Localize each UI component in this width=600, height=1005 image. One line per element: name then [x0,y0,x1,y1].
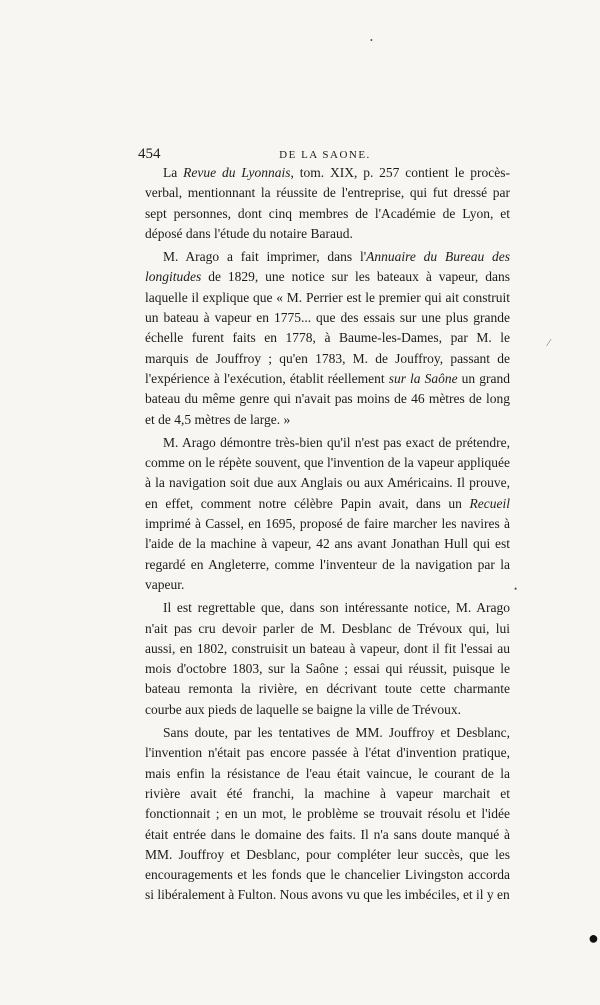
text-run: Il est regrettable que, dans son intéressante notice, M. Arago n'ait pas cru devoir parler de M. Desblanc de Trévoux qui, lui aussi, en 1802, construisit un bateau à vapeur, dont il fit l'essai au mois d'octobre 1803, sur la Saône ; essai qui réussit, puisque le bateau remonta la rivière, en décrivant toute cette charmante courbe aux pieds de laquelle se baigne la ville de Trévoux. [145,600,510,717]
text-run: un grand bateau du même genre qui n'avait pas moins de 46 mètres de long et de 4,5 mètres de large. » [145,370,510,427]
text-run: , tom. XIX, p. 257 contient le procès-verbal, mentionnant la réussite de l'entreprise, qui fut dressé par sept personnes, dont cinq membres de l'Académie de Lyon, et déposé dans l'étude du notaire Baraud. [145,165,511,241]
paragraph [145,433,510,595]
text-run: La [163,165,184,180]
running-title: DE LA SAONE. [279,149,371,161]
paragraph [145,247,510,430]
italic-text: sur la Saône [388,370,458,386]
paragraph [145,598,510,720]
text-run: M. Arago a fait imprimer, dans l' [163,249,367,265]
paragraph [145,723,510,906]
page-number: 454 [138,146,161,162]
speck-mark: • [514,584,518,594]
paragraph [145,163,510,244]
italic-text: Recueil [469,495,510,511]
body-text [145,163,510,906]
text-run: de 1829, une notice sur les bateaux à vapeur, dans laquelle il explique que « M. Perrier est le premier qui ait construit un bateau à vapeur en 1775... que des essais sur une plus grande échelle furent faits en 1778, à Baume-les-Dames, par M. le marquis de Jouffroy ; qu'en 1783, M. de Jouffroy, passant de l'expérience à l'exécution, établit réellement [145,269,510,386]
page-header [138,146,512,164]
italic-text: Annuaire du Bureau des longitudes [145,249,510,285]
speck-mark: • [370,36,373,45]
italic-text: Revue du Lyonnais [183,165,291,180]
speck-mark: ⁄ [548,338,550,349]
text-run: M. Arago démontre très-bien qu'il n'est pas exact de prétendre, comme on le répète souvent, que l'invention de la vapeur appliquée à la navigation soit due aux Anglais ou aux Américains. Il prouve, en effet, comment notre célèbre Papin avait, dans un [145,434,510,511]
text-run: imprimé à Cassel, en 1695, proposé de faire marcher les navires à l'aide de la machine à vapeur, 42 ans avant Jonathan Hull qui est regardé en Angleterre, comme l'inventeur de la navigation par la vapeur. [145,516,510,592]
text-run: Sans doute, par les tentatives de MM. Jouffroy et Desblanc, l'invention n'était pas encore passée à l'état d'invention pratique, mais enfin la résistance de l'eau était vaincue, le courant de la rivière avait été franchi, la machine à vapeur marchait et fonctionnait ; en un mot, le problème se trouvait résolu et l'idée était entrée dans le domaine des faits. Il n'a sans doute manqué à MM. Jouffroy et Desblanc, pour compléter leur succès, que les encouragements et les fonds que le chancelier Livingston accorda si libéralement à Fulton. Nous avons vu que les imbéciles, et il y en [145,725,510,903]
ink-blot: ● [588,928,599,948]
